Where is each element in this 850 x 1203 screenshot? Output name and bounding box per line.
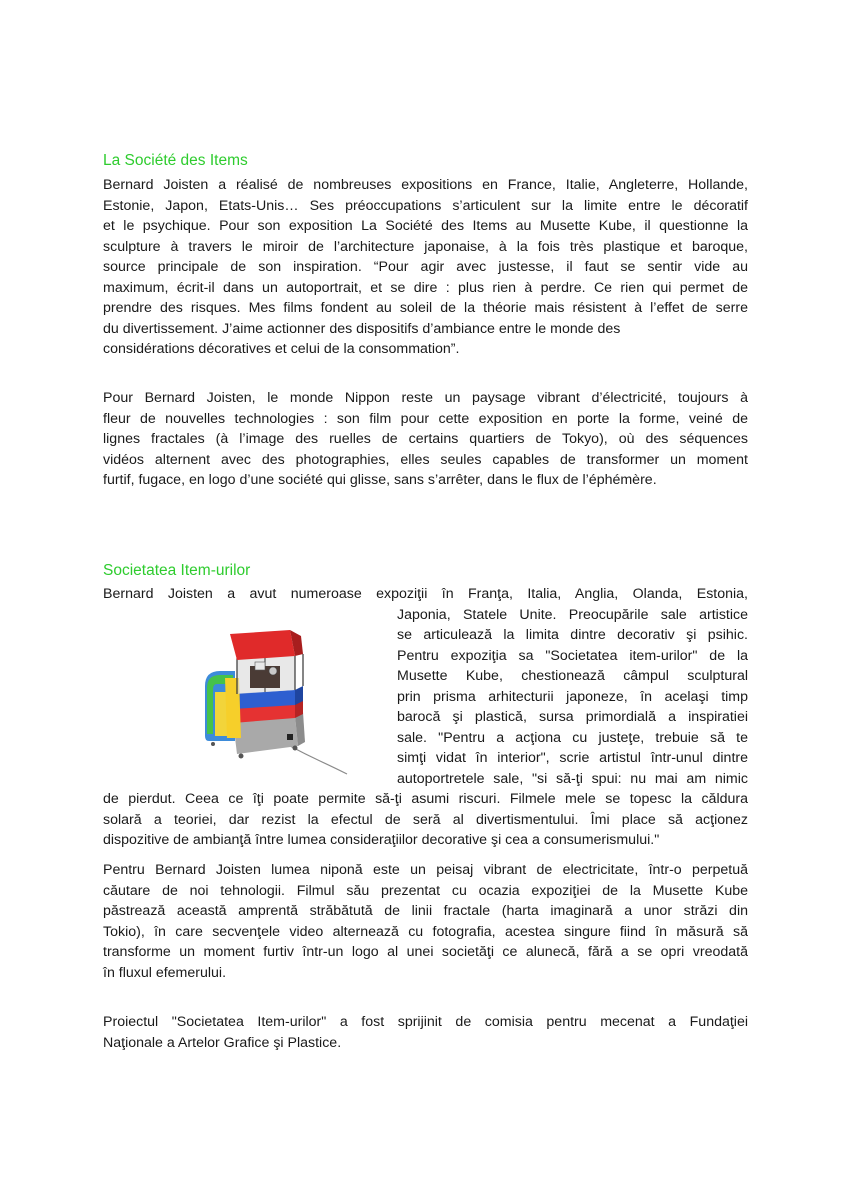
sculpture-image (195, 626, 355, 776)
text-line: maximum, écrit-il dans un autoportrait, et se dire : plus rien à perdre. Ce rien qui permet de (103, 279, 748, 296)
text-line: păstrează această amprentă străbătută de linii fractale (harta imaginară a unor străzi din (103, 903, 748, 919)
text-line: source principale de son inspiration. “Pour agir avec justesse, il faut se sentir vide au (103, 259, 748, 275)
text-line: Bernard Joisten a réalisé de nombreuses expositions en France, Italie, Angleterre, Hollande, (103, 177, 748, 193)
text-line: sculpture à travers le miroir de l’architecture japonaise, à la fois très plastique et baroque, (103, 238, 748, 255)
text-line: Bernard Joisten a avut numeroase expoziţii în Franţa, Italia, Anglia, Olanda, Estonia, (103, 586, 748, 602)
text-line: considérations décoratives et celui de la consommation”. (103, 341, 460, 357)
text-line: lignes fractales (à l’image des ruelles de certains quartiers de Tokyo), où des séquences (103, 431, 748, 447)
text-line: Japonia, Statele Unite. Preocupările sale artistice (397, 606, 748, 623)
text-line: Pentru Bernard Joisten lumea niponă este un peisaj vibrant de electricitate, într-o perpetuă (103, 862, 748, 878)
text-line: prendre des risques. Mes films fondent au soleil de la théorie mais résistent à l’effet de serre (103, 300, 748, 316)
text-line: se articulează la limita dintre decorativ şi psihic. (397, 627, 748, 643)
text-line: de pierdut. Ceea ce îţi poate permite să-ţi asumi riscuri. Filmele mele se topesc la căldura (103, 791, 748, 807)
text-line: simţi vidat în interior", scrie artistul într-unul dintre (397, 750, 748, 766)
text-line: Musette Kube, chestionează câmpul sculptural (397, 668, 748, 684)
text-line: barocă şi plastică, sursa primordială a inspiratiei (397, 709, 748, 725)
text-line: Estonie, Japon, Etats-Unis… Ses préoccupations s’articulent sur la limite entre le décoratif (103, 197, 748, 214)
text-line: Tokio), în care secvenţele video alternează cu fotografia, acestea singure fiind în măsură să (103, 923, 748, 940)
french-section-title: La Société des Items (103, 152, 248, 169)
text-line: du divertissement. J’aime actionner des dispositifs d’ambiance entre le monde des (103, 320, 621, 337)
text-line: sale. "Pentru a acţiona cu justeţe, trebuie să te (397, 729, 748, 746)
text-line: dispozitive de ambianţă între lumea consideraţiilor decorative şi cea a consumerismului." (103, 832, 660, 848)
text-line: transforme un moment furtiv într-un logo al unei societăţi ce alunecă, fără a se opri vreodată (103, 944, 748, 960)
text-line: autoportretele sale, "si să-ţi spui: nu mai am nimic (397, 770, 748, 787)
text-line: Pour Bernard Joisten, le monde Nippon reste un paysage vibrant d’électricité, toujours à (103, 390, 748, 406)
text-line: et le psychique. Pour son exposition La Société des Items au Musette Kube, il questionne la (103, 218, 748, 234)
text-line: vidéos alternent avec des photographies, elles seules capables de transformer un moment (103, 451, 748, 468)
text-line: fleur de nouvelles technologies : son film pour cette exposition en porte la forme, veiné de (103, 410, 748, 427)
text-line: Pentru expoziţia sa "Societatea item-urilor" de la (397, 647, 748, 664)
text-line: solară a teoriei, dar rezist la efectul de seră al divertismentului. Îmi place să acţionez (103, 811, 748, 828)
text-line: furtif, fugace, en logo d’une société qui glisse, sans s’arrêter, dans le flux de l’éphémère. (103, 472, 657, 488)
text-line: căutare de noi tehnologii. Filmul său prezentat cu ocazia expoziţiei de la Musette Kube (103, 882, 748, 899)
text-line: în fluxul efemerului. (103, 964, 227, 981)
romanian-paragraph-2 (103, 860, 748, 983)
romanian-section-title: Societatea Item-urilor (103, 562, 251, 579)
text-line: Naţionale a Artelor Grafice şi Plastice. (103, 1034, 342, 1051)
text-line: Proiectul "Societatea Item-urilor" a fost sprijinit de comisia pentru mecenat a Fundaţiei (103, 1014, 748, 1030)
text-line: prin prisma arhitecturii japoneze, în acelaşi timp (397, 688, 748, 705)
french-paragraph-1 (103, 175, 748, 360)
romanian-paragraph-3 (103, 1012, 748, 1053)
french-paragraph-2 (103, 388, 748, 491)
